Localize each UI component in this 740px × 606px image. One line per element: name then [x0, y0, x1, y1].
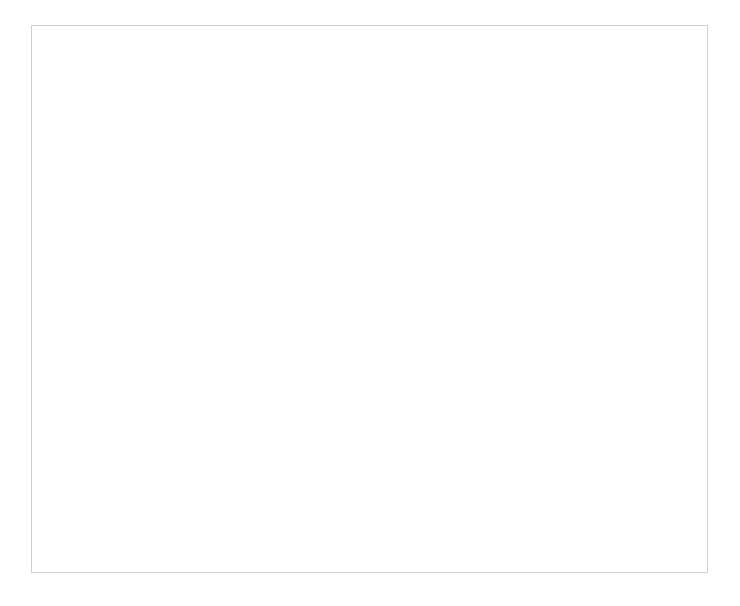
milestones-chart: [300, 30, 710, 550]
